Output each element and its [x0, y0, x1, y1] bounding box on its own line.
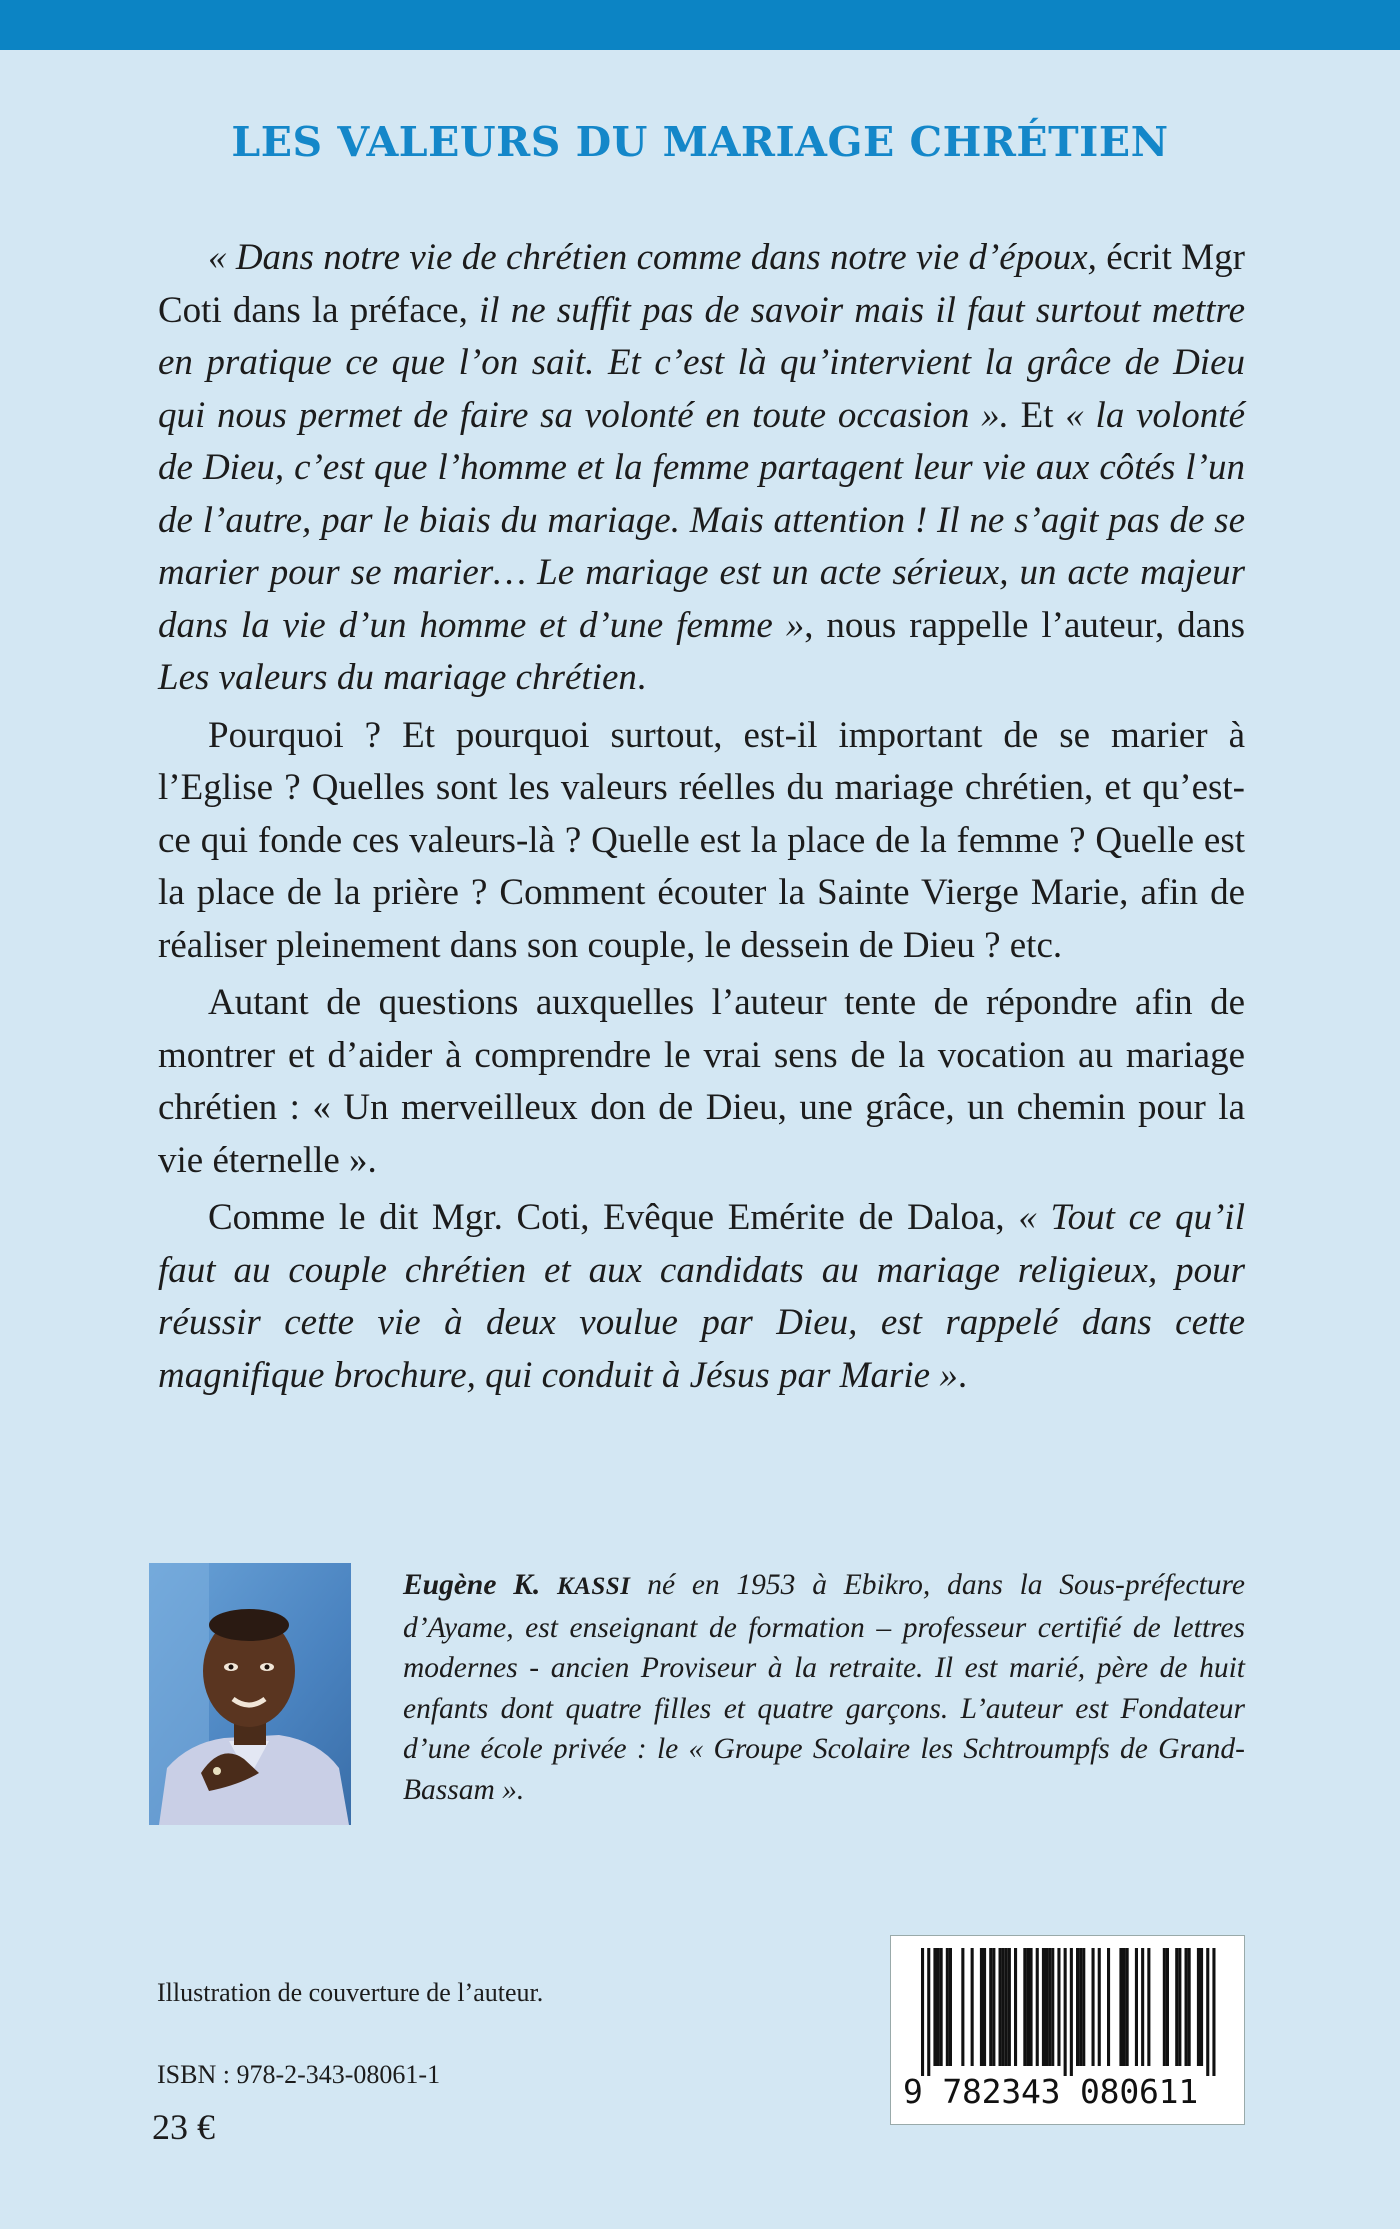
barcode-bar	[1141, 1948, 1144, 2066]
text-part: Et	[1008, 394, 1066, 436]
barcode-bar	[1076, 1948, 1079, 2066]
barcode-bar	[1030, 1948, 1033, 2066]
barcode-bar	[1119, 1948, 1122, 2066]
barcode-bar	[937, 1948, 940, 2066]
barcode-bar	[1206, 1948, 1209, 2076]
barcode-bar	[999, 1948, 1002, 2066]
paragraph-1	[158, 232, 1245, 705]
quote-part: il ne suffit pas de savoir mais il faut surtout mettre en pratique ce que l’on sait. Et c’est là qu’intervient la grâce de Dieu qui nous permet de faire sa volonté en toute occasion ».	[158, 289, 1245, 436]
barcode-bar	[983, 1948, 986, 2066]
barcode-bar	[1051, 1948, 1054, 2066]
barcode-bar	[980, 1948, 983, 2066]
barcode-digits: 9 782343 080611	[903, 2072, 1199, 2111]
barcode-bar	[1008, 1948, 1011, 2066]
barcode-bars	[891, 1936, 1246, 2076]
text-part: , nous rappelle l’auteur, dans	[804, 604, 1246, 646]
barcode-bar	[1092, 1948, 1095, 2066]
paragraph-4	[158, 1192, 1245, 1402]
barcode-bar	[1079, 1948, 1082, 2066]
barcode-bar	[1200, 1948, 1203, 2066]
back-cover-text	[158, 232, 1245, 1407]
author-photo	[149, 1563, 351, 1825]
top-color-bar	[0, 0, 1400, 50]
text-part: .	[957, 1354, 968, 1396]
barcode-bar	[949, 1948, 952, 2066]
barcode-bar	[961, 1948, 964, 2066]
barcode-bar	[1026, 1948, 1029, 2066]
barcode-bar	[1064, 1948, 1067, 2076]
barcode-bar	[921, 1948, 924, 2076]
barcode-bar	[1166, 1948, 1169, 2066]
price: 23 €	[152, 2107, 215, 2147]
barcode-bar	[1185, 1948, 1188, 2066]
isbn: ISBN : 978-2-343-08061-1	[157, 2060, 441, 2089]
barcode-bar	[992, 1948, 995, 2066]
author-bio	[403, 1565, 1245, 1810]
text-part: .	[636, 657, 647, 698]
quote-part: « Dans notre vie de chrétien comme dans notre vie d’époux,	[208, 237, 1097, 278]
barcode-bar	[946, 1948, 949, 2066]
barcode-bar	[933, 1948, 936, 2066]
author-bio-text: né en 1953 à Ebikro, dans la Sous-préfecture d’Ayame, est enseignant de formation – professeur certifié de lettres modernes - ancien Proviseur à la retraite. Il est marié, père de huit enfants dont quatre filles et quatre garçons. L’auteur est Fondateur d’une école privée : le « Groupe Scolaire les Schtroumpfs de Grand-Bassam ».	[403, 1569, 1245, 1806]
text-part: Comme le dit Mgr. Coti, Evêque Emérite de Daloa,	[208, 1197, 1019, 1238]
barcode-bar	[1045, 1948, 1048, 2066]
text-part: écrit Mgr Coti dans la préface,	[158, 237, 1245, 331]
barcode-bar	[1163, 1948, 1166, 2066]
author-first-name: Eugène K.	[403, 1569, 558, 1601]
barcode-bar	[1014, 1948, 1017, 2066]
barcode-bar	[1005, 1948, 1008, 2066]
barcode-bar	[1107, 1948, 1110, 2066]
book-title-inline: Les valeurs du mariage chrétien	[158, 657, 637, 698]
barcode-bar	[1048, 1948, 1051, 2066]
barcode-bar	[971, 1948, 974, 2066]
quote-part: « Tout ce qu’il faut au couple chrétien et aux candidats au mariage religieux, pour réussir cette vie à deux voulue par Dieu, est rappelé dans cette magnifique brochure, qui conduit à Jésus par Marie »	[158, 1197, 1245, 1396]
barcode-bar	[1082, 1948, 1085, 2066]
author-name	[403, 1569, 630, 1601]
barcode-bar	[1002, 1948, 1005, 2066]
barcode-bar	[1197, 1948, 1200, 2066]
barcode-bar	[1188, 1948, 1191, 2066]
barcode-bar	[1036, 1948, 1039, 2066]
barcode-bar	[940, 1948, 943, 2066]
author-portrait-graphic	[149, 1563, 351, 1825]
paragraph-2: Pourquoi ? Et pourquoi surtout, est-il important de se marier à l’Eglise ? Quelles sont les valeurs réelles du mariage chrétien, et qu’est-ce qui fonde ces valeurs-là ? Quelle est la place de la femme ? Quelle est la place de la prière ? Comment écouter la Sainte Vierge Marie, afin de réaliser pleinement dans son couple, le dessein de Dieu ? etc.	[158, 714, 1245, 966]
barcode-bar	[1147, 1948, 1150, 2066]
barcode-bar	[1126, 1948, 1129, 2066]
barcode-bar	[1135, 1948, 1138, 2066]
book-title: LES VALEURS DU MARIAGE CHRÉTIEN	[231, 118, 1169, 166]
author-last-name: KASSI	[557, 1573, 631, 1600]
barcode-bar	[1175, 1948, 1178, 2066]
barcode-bar	[1123, 1948, 1126, 2066]
barcode-bar	[1212, 1948, 1215, 2076]
quote-part: « la volonté de Dieu, c’est que l’homme et la femme partagent leur vie aux côtés l’un de l’autre, par le biais du mariage. Mais attention ! Il ne s’agit pas de se marier pour se marier… Le mariage est un acte sérieux, un acte majeur dans la vie d’un homme et d’une femme »	[158, 394, 1245, 646]
cover-credit: Illustration de couverture de l’auteur.	[157, 1978, 544, 2007]
barcode-bar	[927, 1948, 930, 2076]
barcode-bar	[1023, 1948, 1026, 2066]
barcode-bar	[1057, 1948, 1060, 2066]
barcode-bar	[1042, 1948, 1045, 2066]
barcode-bar	[1070, 1948, 1073, 2076]
barcode-bar	[1178, 1948, 1181, 2066]
barcode	[890, 1935, 1245, 2125]
paragraph-3: Autant de questions auxquelles l’auteur tente de répondre afin de montrer et d’aider à comprendre le vrai sens de la vocation au mariage chrétien : « Un merveilleux don de Dieu, une grâce, un chemin pour la vie éternelle ».	[158, 982, 1245, 1181]
barcode-bar	[1098, 1948, 1101, 2066]
barcode-bar	[989, 1948, 992, 2066]
